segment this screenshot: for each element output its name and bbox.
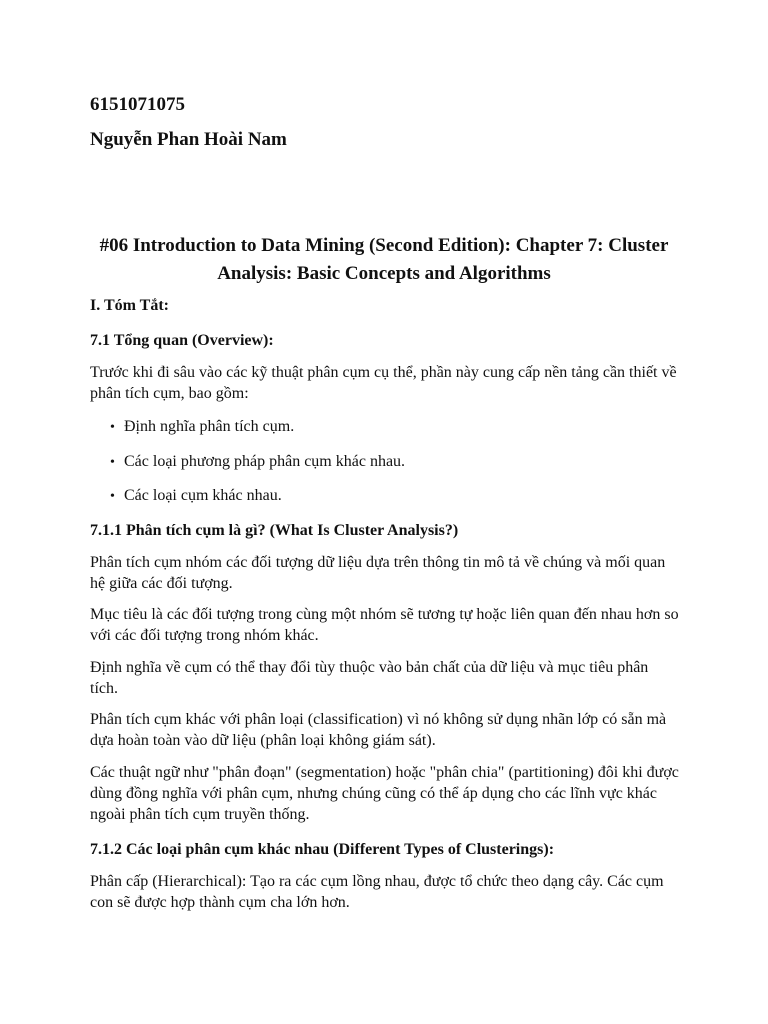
list-item — [110, 485, 670, 508]
section-7-1-1-heading: 7.1.1 Phân tích cụm là gì? (What Is Cluster Analysis?) — [90, 522, 459, 539]
list-item — [110, 451, 670, 474]
paragraph: Định nghĩa về cụm có thể thay đổi tùy thuộc vào bản chất của dữ liệu và mục tiêu phân tích. — [90, 659, 649, 697]
section-7-1-intro: Trước khi đi sâu vào các kỹ thuật phân cụm cụ thể, phần này cung cấp nền tảng cần thiết về phân tích cụm, bao gồm: — [90, 364, 677, 402]
paragraph: Phân tích cụm nhóm các đối tượng dữ liệu dựa trên thông tin mô tả về chúng và mối quan hệ giữa các đối tượng. — [90, 554, 666, 592]
list-item-text: Các loại cụm khác nhau. — [124, 487, 282, 504]
bullet-icon: • — [110, 489, 115, 504]
document-title: #06 Introduction to Data Mining (Second Edition): Chapter 7: Cluster Analysis: Basic Concepts and Algorithms — [99, 235, 669, 284]
list-item — [110, 416, 670, 439]
section-summary-heading: I. Tóm Tắt: — [90, 297, 169, 314]
bullet-icon: • — [110, 455, 115, 470]
section-7-1-heading: 7.1 Tổng quan (Overview): — [90, 332, 274, 349]
list-item-text: Định nghĩa phân tích cụm. — [124, 418, 295, 435]
paragraph: Phân cấp (Hierarchical): Tạo ra các cụm lồng nhau, được tổ chức theo dạng cây. Các cụm con sẽ được hợp thành cụm cha lớn hơn. — [90, 873, 664, 911]
student-name: Nguyễn Phan Hoài Nam — [90, 129, 287, 150]
paragraph: Các thuật ngữ như "phân đoạn" (segmentation) hoặc "phân chia" (partitioning) đôi khi được dùng đồng nghĩa với phân cụm, nhưng chúng cũng có thể áp dụng cho các lĩnh vực khác ngoài phân tích cụm truyền thống. — [90, 764, 679, 823]
paragraph: Mục tiêu là các đối tượng trong cùng một nhóm sẽ tương tự hoặc liên quan đến nhau hơn so với các đối tượng trong nhóm khác. — [90, 606, 679, 644]
student-id: 6151071075 — [90, 94, 185, 115]
paragraph: Phân tích cụm khác với phân loại (classification) vì nó không sử dụng nhãn lớp có sẵn mà dựa hoàn toàn vào dữ liệu (phân loại không giám sát). — [90, 711, 667, 749]
list-item-text: Các loại phương pháp phân cụm khác nhau. — [124, 453, 406, 470]
bullet-icon: • — [110, 420, 115, 435]
section-7-1-2-heading: 7.1.2 Các loại phân cụm khác nhau (Different Types of Clusterings): — [90, 841, 555, 858]
